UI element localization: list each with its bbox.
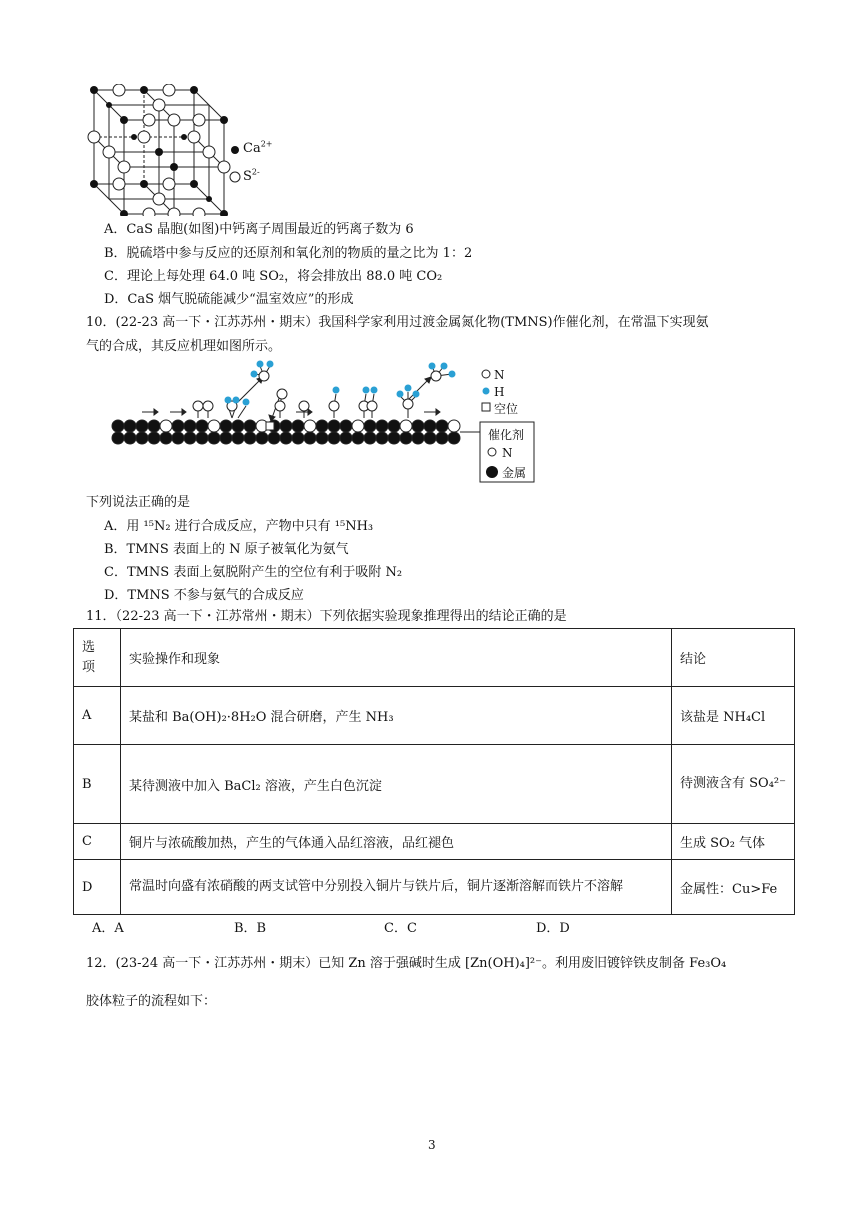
metal-atom (340, 420, 352, 432)
catalyst-legend-title: 催化剂 (488, 428, 525, 442)
metal-atom (304, 432, 316, 444)
q10-option-a: A．用 ¹⁵N₂ 进行合成反应，产物中只有 ¹⁵NH₃ (104, 519, 374, 534)
catalyst-bed (112, 420, 460, 444)
table-row: B 某待测液中加入 BaCl₂ 溶液，产生白色沉淀 待测液含有 SO₄²⁻ (74, 745, 795, 824)
metal-atom (340, 432, 352, 444)
metal-atom (364, 432, 376, 444)
tmns-mechanism-figure (110, 360, 546, 485)
metal-atom (172, 432, 184, 444)
metal-atom (316, 420, 328, 432)
legend-ca-label: $Ca^{2+}$ (243, 139, 273, 156)
legend-s-label: $S^{2-}$ (243, 167, 260, 184)
q10-stem-line1: 10．(22-23 高一下・江苏苏州・期末）我国科学家利用过渡金属氮化物(TMNS)作催化剂，在常温下实现氨 (86, 315, 709, 330)
table-header-row (74, 629, 795, 687)
surface-n-atom (208, 420, 220, 432)
metal-atom (112, 420, 124, 432)
metal-atom (184, 420, 196, 432)
metal-atom (412, 432, 424, 444)
metal-atom (208, 432, 220, 444)
metal-atom (244, 420, 256, 432)
metal-atom (280, 420, 292, 432)
metal-atom (400, 432, 412, 444)
metal-atom (136, 420, 148, 432)
header-conclusion: 结论 (672, 629, 795, 687)
surface-n-atom (448, 420, 460, 432)
ca-legend-marker (231, 146, 239, 154)
metal-atom (136, 432, 148, 444)
metal-atom (316, 432, 328, 444)
metal-atom (244, 432, 256, 444)
metal-atom (364, 420, 376, 432)
metal-atom (388, 432, 400, 444)
legend-n-label: N (494, 368, 505, 382)
surface-n-atom (400, 420, 412, 432)
surface-n-atom (160, 420, 172, 432)
metal-atom (424, 432, 436, 444)
metal-atom (160, 432, 172, 444)
header-operation: 实验操作和现象 (121, 629, 672, 687)
q10-option-d: D．TMNS 不参与氨气的合成反应 (104, 588, 304, 603)
metal-atom (256, 432, 268, 444)
q11-choice-b: B．B (234, 921, 267, 936)
metal-atom (124, 420, 136, 432)
metal-atom (352, 432, 364, 444)
legend-h-label: H (494, 385, 505, 399)
metal-atom (424, 420, 436, 432)
legend-vacancy-label: 空位 (494, 402, 519, 416)
q10-option-b: B．TMNS 表面上的 N 原子被氧化为氨气 (104, 542, 349, 557)
metal-atom (220, 432, 232, 444)
s-legend-marker (230, 172, 240, 182)
metal-atom (232, 420, 244, 432)
metal-atom (112, 432, 124, 444)
vacancy-marker (266, 422, 274, 430)
metal-atom (196, 432, 208, 444)
metal-atom (376, 420, 388, 432)
metal-atom (388, 420, 400, 432)
catalyst-legend-n: N (502, 446, 513, 460)
table-row: A 某盐和 Ba(OH)₂·8H₂O 混合研磨，产生 NH₃ 该盐是 NH₄Cl (74, 687, 795, 745)
metal-atom (220, 420, 232, 432)
q9-option-b: B．脱硫塔中参与反应的还原剂和氧化剂的物质的量之比为 1：2 (104, 246, 473, 261)
q11-choice-c: C．C (384, 921, 417, 936)
metal-atom (148, 420, 160, 432)
surface-n-atom (352, 420, 364, 432)
q12-stem-line2: 胶体粒子的流程如下： (86, 994, 217, 1009)
q10-prompt: 下列说法正确的是 (86, 495, 191, 510)
table-row: D 常温时向盛有浓硝酸的两支试管中分别投入铜片与铁片后，铜片逐渐溶解而铁片不溶解 金属性：Cu>Fe (74, 860, 795, 915)
surface-n-atom (304, 420, 316, 432)
q11-choice-a: A．A (92, 921, 124, 936)
q11-choice-d: D．D (536, 921, 570, 936)
table-row: C 铜片与浓硫酸加热，产生的气体通入品红溶液，品红褪色 生成 SO₂ 气体 (74, 824, 795, 860)
metal-atom (328, 432, 340, 444)
metal-atom (436, 420, 448, 432)
metal-atom (448, 432, 460, 444)
q10-option-c: C．TMNS 表面上氨脱附产生的空位有利于吸附 N₂ (104, 565, 403, 580)
q9-option-d: D．CaS 烟气脱硫能减少“温室效应”的形成 (104, 292, 354, 307)
header-option: 选项 (74, 629, 121, 687)
page-number: 3 (428, 1138, 436, 1152)
metal-atom (292, 420, 304, 432)
metal-atom (376, 432, 388, 444)
metal-atom (436, 432, 448, 444)
metal-atom (412, 420, 424, 432)
metal-atom (172, 420, 184, 432)
metal-atom (124, 432, 136, 444)
q12-stem-line1: 12．(23-24 高一下・江苏苏州・期末）已知 Zn 溶于强碱时生成 [Zn(OH)₄]²⁻。利用废旧镀锌铁皮制备 Fe₃O₄ (86, 956, 727, 971)
q11-stem: 11．（22-23 高一下・江苏常州・期末）下列依据实验现象推理得出的结论正确的是 (86, 609, 567, 624)
q10-stem-line2: 气的合成，其反应机理如图所示。 (86, 339, 282, 354)
metal-atom (148, 432, 160, 444)
metal-atom (196, 420, 208, 432)
metal-atom (268, 432, 280, 444)
metal-atom (184, 432, 196, 444)
q9-option-c: C．理论上每处理 64.0 吨 SO₂，将会排放出 88.0 吨 CO₂ (104, 269, 443, 284)
metal-atom (328, 420, 340, 432)
metal-atom (280, 432, 292, 444)
catalyst-legend-metal: 金属 (502, 466, 527, 480)
experiment-table (73, 628, 795, 915)
q9-option-a: A．CaS 晶胞(如图)中钙离子周围最近的钙离子数为 6 (104, 222, 414, 237)
metal-atom (292, 432, 304, 444)
metal-atom (232, 432, 244, 444)
